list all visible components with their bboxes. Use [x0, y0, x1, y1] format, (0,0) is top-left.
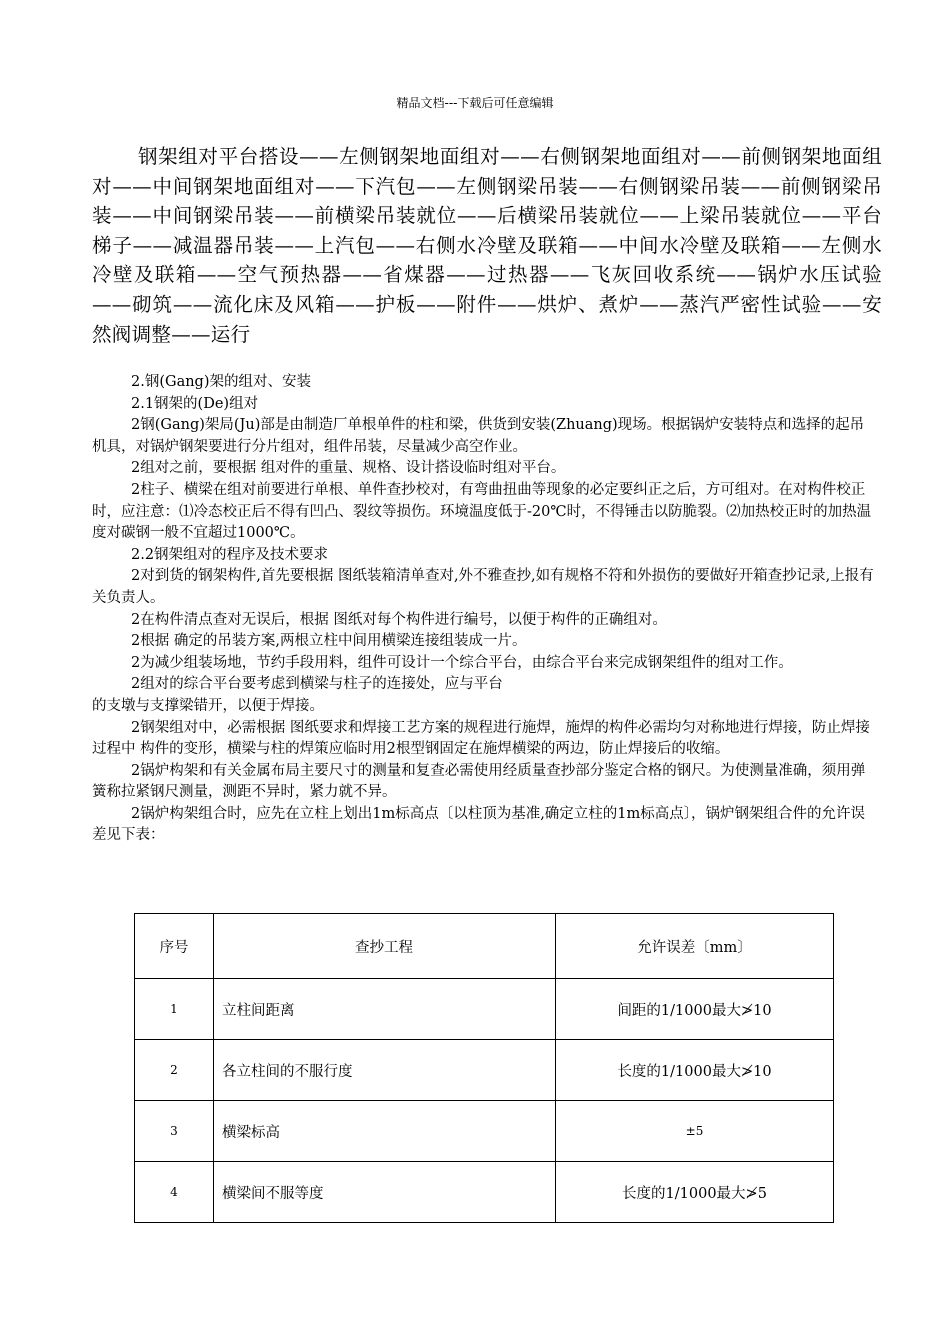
- row-tolerance: 长度的1/1000最大≯10: [556, 1040, 834, 1101]
- row-item: 横梁间不服等度: [214, 1162, 556, 1223]
- paragraph: 2锅炉构架和有关金属布局主要尺寸的测量和复查必需使用经质量查抄部分鉴定合格的钢尺。为使测量准确，须用弹簧称拉紧钢尺测量，测距不异时，紧力就不异。: [92, 762, 866, 801]
- header-cell-item: 查抄工程: [214, 914, 556, 979]
- section-heading-2-1: 2.1钢架的(De)组对: [131, 395, 259, 412]
- table-row: [135, 1101, 834, 1162]
- tolerance-table: [134, 913, 834, 1223]
- row-item: 立柱间距离: [214, 979, 556, 1040]
- page-header: 精品文档---下载后可任意编辑: [396, 96, 554, 110]
- paragraph: 2钢(Gang)架局(Ju)部是由制造厂单根单件的柱和梁，供货到安装(Zhuang)现场。根据锅炉安装特点和选择的起吊机具，对锅炉钢架要进行分片组对，组件吊装，尽量减少高空作业。: [92, 417, 865, 455]
- row-tolerance: ±5: [556, 1101, 834, 1162]
- row-number: 1: [135, 979, 214, 1040]
- row-number: 3: [135, 1101, 214, 1162]
- document-body: [92, 372, 878, 847]
- row-number: 4: [135, 1162, 214, 1223]
- paragraph-continuation: 的支墩与支撑梁错开，以便于焊接。: [92, 697, 324, 714]
- header-cell-tolerance: 允许误差〔mm〕: [556, 914, 834, 979]
- section-heading-2: 2.钢(Gang)架的组对、安装: [131, 374, 311, 390]
- paragraph: 2对到货的钢架构件,首先要根据 图纸装箱清单查对,外不雅查抄,如有规格不符和外损伤的要做好开箱查抄记录,上报有关负责人。: [92, 568, 874, 606]
- table-row: [135, 1162, 834, 1223]
- paragraph: 2柱子、横梁在组对前要进行单根、单件查抄校对，有弯曲扭曲等现象的必定要纠正之后，方可组对。在对构件校正时，应注意：⑴冷态校正后不得有凹凸、裂纹等损伤。环境温度低于-20℃时，不得锤击以防脆裂。⑵加热校正时的加热温度对碳钢一般不宜超过1000℃。: [92, 481, 872, 542]
- row-tolerance: 长度的1/1000最大≯5: [556, 1162, 834, 1223]
- row-item: 横梁标高: [214, 1101, 556, 1162]
- table-row: [135, 979, 834, 1040]
- paragraph: 2锅炉构架组合时，应先在立柱上划出1m标高点〔以柱顶为基准,确定立柱的1m标高点〕，锅炉钢架组合件的允许误差见下表：: [92, 805, 866, 844]
- paragraph: 2钢架组对中，必需根据 图纸要求和焊接工艺方案的规程进行施焊，施焊的构件必需均匀对称地进行焊接，防止焊接过程中 构件的变形，横梁与柱的焊策应临时用2根型钢固定在施焊横梁的两边，防止焊接后的收缩。: [92, 719, 870, 758]
- paragraph: 2为减少组装场地，节约手段用料，组件可设计一个综合平台，由综合平台来完成钢架组件的组对工作。: [131, 654, 793, 671]
- table-row: [135, 1040, 834, 1101]
- header-cell-number: 序号: [135, 914, 214, 979]
- row-number: 2: [135, 1040, 214, 1101]
- paragraph: 2组对之前，要根据 组对件的重量、规格、设计搭设临时组对平台。: [131, 460, 566, 477]
- section-heading-2-2: 2.2钢架组对的程序及技术要求: [131, 546, 329, 563]
- row-item: 各立柱间的不服行度: [214, 1040, 556, 1101]
- paragraph: 2在构件清点查对无误后，根据 图纸对每个构件进行编号，以便于构件的正确组对。: [131, 611, 667, 628]
- installation-flow-paragraph: 钢架组对平台搭设——左侧钢架地面组对——右侧钢架地面组对——前侧钢架地面组对——中间钢架地面组对——下汽包——左侧钢梁吊装——右侧钢梁吊装——前侧钢梁吊装——中间钢梁吊装——前横梁吊装就位——后横梁吊装就位——上梁吊装就位——平台梯子——减温器吊装——上汽包——右侧水冷壁及联箱——中间水冷壁及联箱——左侧水冷壁及联箱——空气预热器——省煤器——过热器——飞灰回收系统——锅炉水压试验——砌筑——流化床及风箱——护板——附件——烘炉、煮炉——蒸汽严密性试验——安然阀调整——运行: [92, 145, 882, 346]
- table-header-row: [135, 914, 834, 979]
- paragraph: 2根据 确定的吊装方案,两根立柱中间用横梁连接组装成一片。: [131, 633, 527, 650]
- row-tolerance: 间距的1/1000最大≯10: [556, 979, 834, 1040]
- paragraph: 2组对的综合平台要考虑到横梁与柱子的连接处，应与平台: [131, 676, 503, 693]
